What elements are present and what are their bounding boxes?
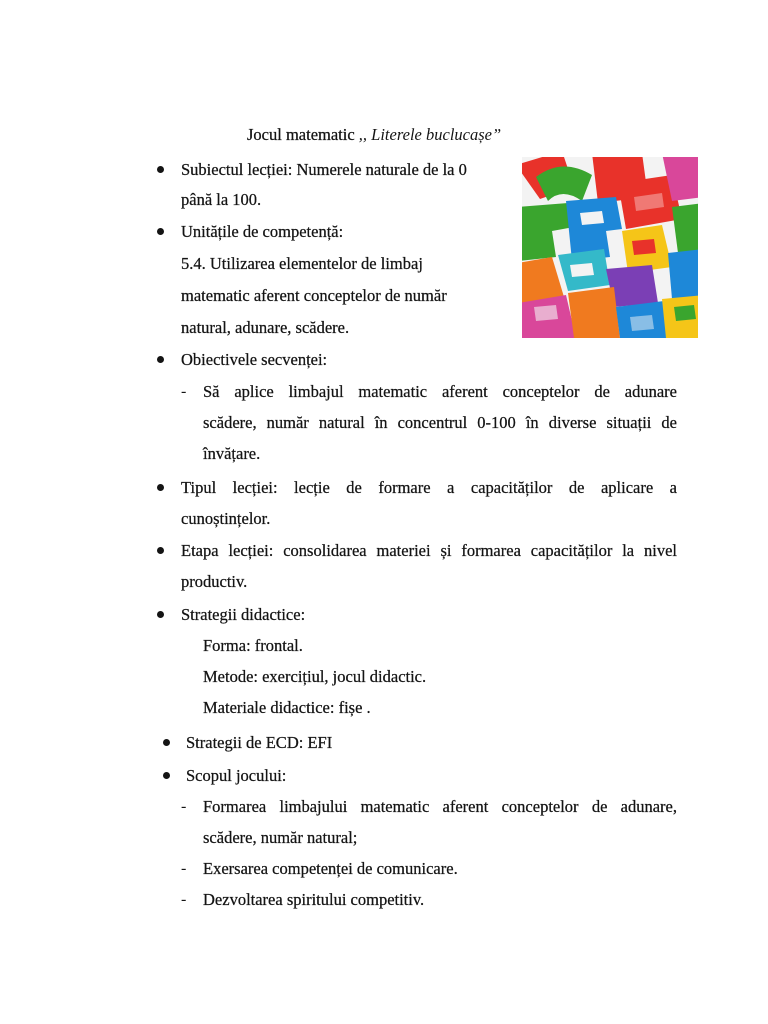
purpose-item: Formarea limbajului matematic aferent conceptelor de adunare, xyxy=(203,797,677,816)
lesson-subject: Subiectul lecției: Numerele naturale de la 0 xyxy=(181,160,467,179)
purpose-item: Dezvoltarea spiritului competitiv. xyxy=(203,890,425,909)
dash-marker: - xyxy=(181,860,187,877)
bullet-dot xyxy=(163,739,170,746)
objective-text: scădere, număr natural în concentrul 0-100 în diverse situații de xyxy=(203,413,677,432)
objectives-heading: Obiectivele secvenței: xyxy=(181,350,328,369)
title-quoted: ,, Literele buclucașe” xyxy=(358,125,502,144)
objective-text: Să aplice limbajul matematic aferent conceptelor de adunare xyxy=(203,382,677,401)
competence-unit-text: natural, adunare, scădere. xyxy=(181,318,350,337)
competence-unit-text: matematic aferent conceptelor de număr xyxy=(181,286,447,305)
game-purpose-heading: Scopul jocului: xyxy=(186,766,287,785)
bullet-dot xyxy=(157,228,164,235)
lesson-stage-cont: productiv. xyxy=(181,572,248,591)
dash-marker: - xyxy=(181,891,187,908)
bullet-dot xyxy=(157,547,164,554)
ecd-strategies: Strategii de ECD: EFI xyxy=(186,733,333,752)
objective-text: învățare. xyxy=(203,444,261,463)
bullet-dot xyxy=(157,484,164,491)
competence-unit-text: 5.4. Utilizarea elementelor de limbaj xyxy=(181,254,423,273)
strategy-form: Forma: frontal. xyxy=(203,636,303,655)
document-title xyxy=(247,125,501,145)
didactic-strategies-heading: Strategii didactice: xyxy=(181,605,306,624)
dash-marker: - xyxy=(181,798,187,815)
bullet-dot xyxy=(163,772,170,779)
dash-marker: - xyxy=(181,383,187,400)
competence-units-heading: Unitățile de competență: xyxy=(181,222,344,241)
bullet-dot xyxy=(157,356,164,363)
lesson-subject-cont: până la 100. xyxy=(181,190,262,209)
purpose-item: Exersarea competenței de comunicare. xyxy=(203,859,458,878)
strategy-methods: Metode: exercițiul, jocul didactic. xyxy=(203,667,427,686)
title-main: Jocul matematic xyxy=(247,125,355,144)
strategy-materials: Materiale didactice: fișe . xyxy=(203,698,371,717)
bullet-dot xyxy=(157,611,164,618)
colorful-letters-icon xyxy=(522,157,698,338)
lesson-type: Tipul lecției: lecție de formare a capacităților de aplicare a xyxy=(181,478,677,497)
bullet-dot xyxy=(157,166,164,173)
colorful-letters-svg xyxy=(522,157,698,338)
lesson-type-cont: cunoștințelor. xyxy=(181,509,271,528)
purpose-item-cont: scădere, număr natural; xyxy=(203,828,358,847)
lesson-stage: Etapa lecției: consolidarea materiei și formarea capacităților la nivel xyxy=(181,541,677,560)
